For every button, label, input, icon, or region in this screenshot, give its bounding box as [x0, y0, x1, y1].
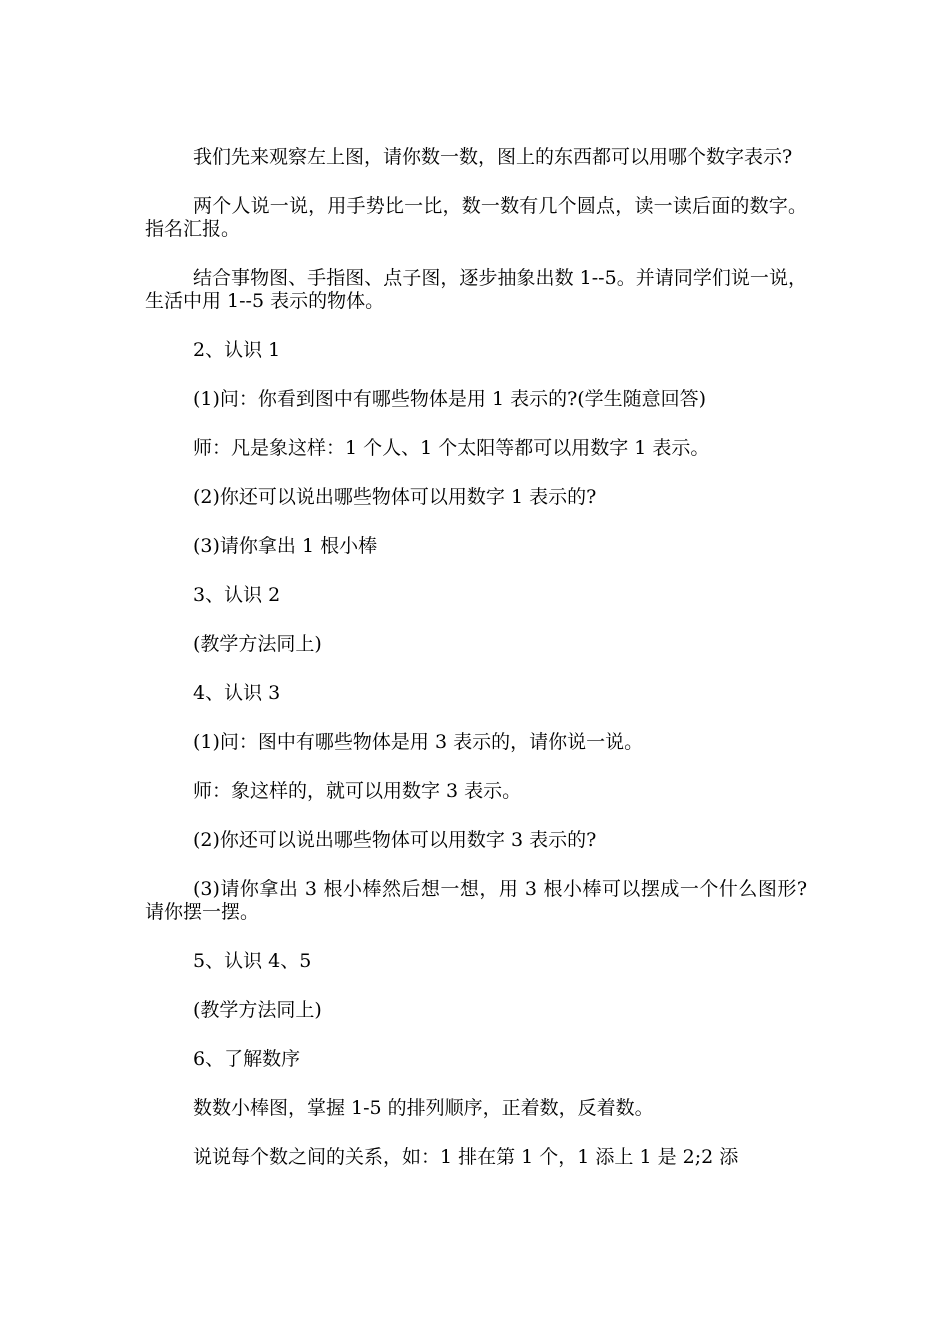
paragraph-3: 结合事物图、手指图、点子图，逐步抽象出数 1--5。并请同学们说一说，生活中用 1--5 表示的物体。: [145, 267, 807, 312]
section-heading-3: 3、认识 2: [193, 584, 281, 606]
document-body: [145, 146, 807, 1195]
paragraph-19: 数数小棒图，掌握 1-5 的排列顺序，正着数，反着数。: [193, 1097, 654, 1119]
paragraph-6: 师：凡是象这样：1 个人、1 个太阳等都可以用数字 1 表示。: [193, 437, 710, 459]
section-heading-2: 2、认识 1: [193, 339, 281, 361]
section-heading-5: 5、认识 4、5: [193, 950, 312, 972]
paragraph-5: (1)问：你看到图中有哪些物体是用 1 表示的?(学生随意回答): [193, 388, 707, 410]
paragraph-2: 两个人说一说，用手势比一比，数一数有几个圆点，读一读后面的数字。指名汇报。: [145, 195, 807, 240]
paragraph-8: (3)请你拿出 1 根小棒: [193, 535, 378, 557]
paragraph-17: (教学方法同上): [193, 999, 322, 1021]
paragraph-12: (1)问：图中有哪些物体是用 3 表示的，请你说一说。: [193, 731, 644, 753]
paragraph-7: (2)你还可以说出哪些物体可以用数字 1 表示的?: [193, 486, 597, 508]
paragraph-14: (2)你还可以说出哪些物体可以用数字 3 表示的?: [193, 829, 597, 851]
paragraph-20: 说说每个数之间的关系，如：1 排在第 1 个，1 添上 1 是 2;2 添: [193, 1146, 739, 1168]
paragraph-13: 师：象这样的，就可以用数字 3 表示。: [193, 780, 522, 802]
paragraph-1: 我们先来观察左上图，请你数一数，图上的东西都可以用哪个数字表示?: [193, 146, 793, 168]
paragraph-15: (3)请你拿出 3 根小棒然后想一想，用 3 根小棒可以摆成一个什么图形?请你摆一摆。: [145, 878, 807, 923]
paragraph-10: (教学方法同上): [193, 633, 322, 655]
section-heading-6: 6、了解数序: [193, 1048, 301, 1070]
section-heading-4: 4、认识 3: [193, 682, 281, 704]
